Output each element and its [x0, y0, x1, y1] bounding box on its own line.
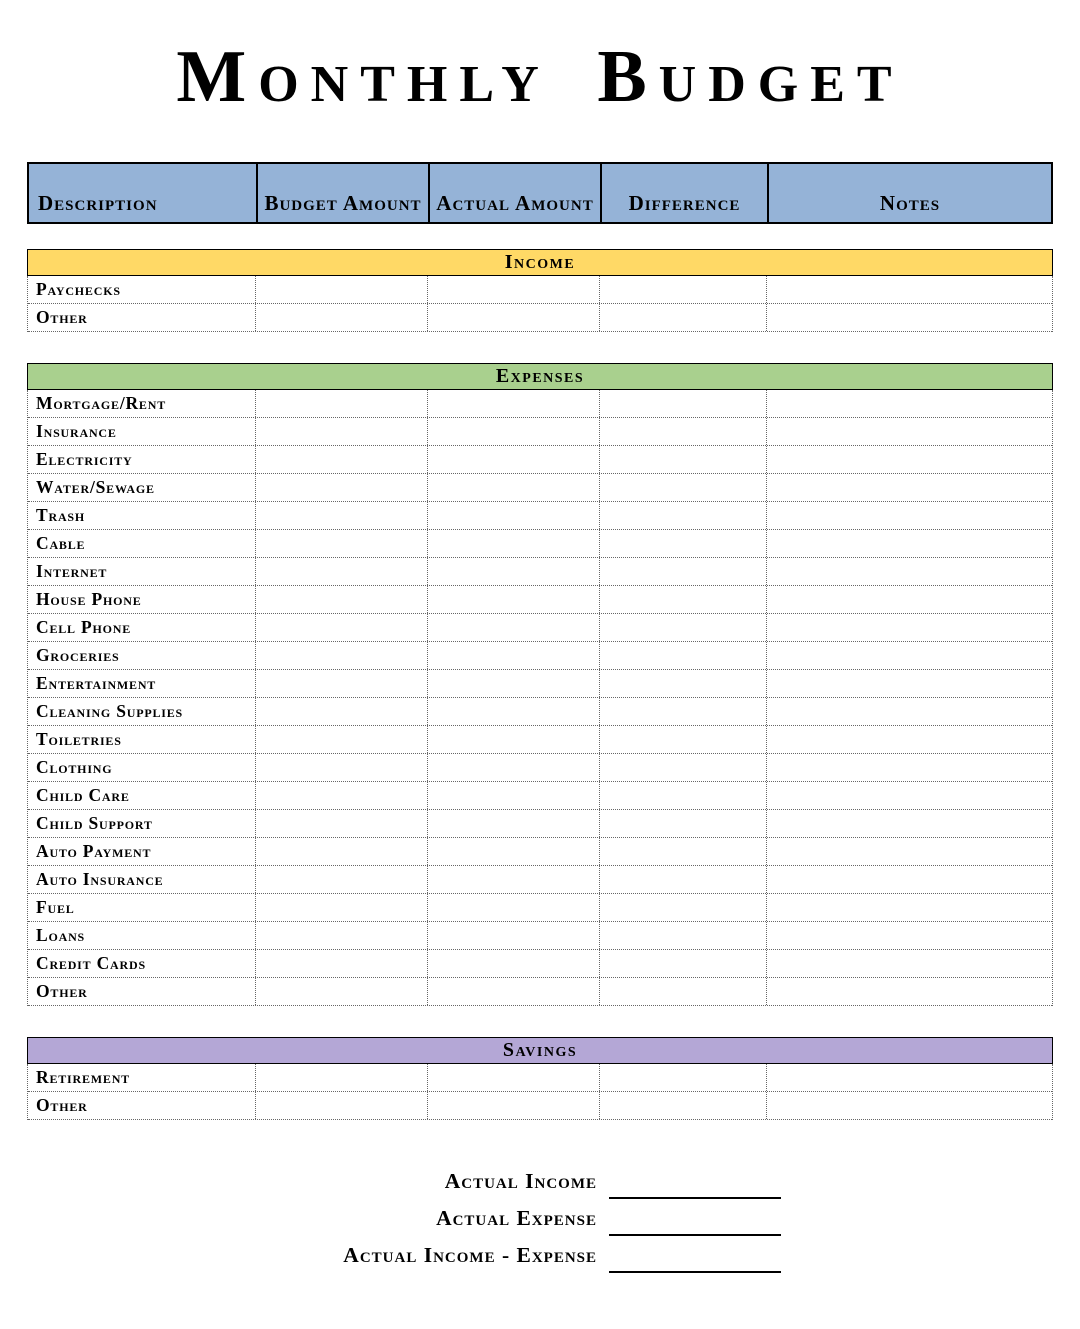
- table-row: [28, 894, 1052, 922]
- table-row: [28, 614, 1052, 642]
- section-rows-income: [27, 276, 1053, 332]
- description-cell: [28, 530, 256, 557]
- difference-cell: [600, 530, 767, 557]
- page-title: Monthly Budget: [176, 36, 904, 118]
- budget-amount-cell: [256, 642, 428, 669]
- notes-cell: [767, 1092, 1052, 1119]
- budget-amount-cell: [256, 866, 428, 893]
- actual-amount-cell: [428, 558, 600, 585]
- budget-amount-cell: [256, 726, 428, 753]
- description-cell: [28, 698, 256, 725]
- header-budget-amount: Budget Amount: [258, 164, 430, 222]
- difference-cell: [600, 922, 767, 949]
- description-cell: [28, 670, 256, 697]
- description-cell: [28, 418, 256, 445]
- budget-amount-cell: [256, 1064, 428, 1091]
- row-label: Fuel: [36, 897, 75, 917]
- notes-cell: [767, 726, 1052, 753]
- notes-cell: [767, 642, 1052, 669]
- difference-cell: [600, 866, 767, 893]
- actual-amount-cell: [428, 978, 600, 1005]
- row-label: Child Support: [36, 813, 153, 833]
- notes-cell: [767, 390, 1052, 417]
- actual-amount-cell: [428, 698, 600, 725]
- table-row: [28, 866, 1052, 894]
- sections-container: [27, 249, 1053, 1120]
- difference-cell: [600, 950, 767, 977]
- summary-label-income-minus-expense: Actual Income - Expense: [343, 1242, 597, 1267]
- budget-amount-cell: [256, 670, 428, 697]
- table-row: [28, 304, 1052, 332]
- budget-amount-cell: [256, 586, 428, 613]
- table-row: [28, 838, 1052, 866]
- actual-amount-cell: [428, 782, 600, 809]
- column-header-row: [27, 162, 1053, 224]
- notes-cell: [767, 754, 1052, 781]
- row-label: Groceries: [36, 645, 120, 665]
- summary: [27, 1162, 1053, 1273]
- difference-cell: [600, 1064, 767, 1091]
- table-row: [28, 950, 1052, 978]
- section-rows-expenses: [27, 390, 1053, 1006]
- difference-cell: [600, 558, 767, 585]
- notes-cell: [767, 894, 1052, 921]
- actual-amount-cell: [428, 754, 600, 781]
- difference-cell: [600, 1092, 767, 1119]
- actual-amount-cell: [428, 726, 600, 753]
- description-cell: [28, 390, 256, 417]
- notes-cell: [767, 304, 1052, 331]
- actual-amount-cell: [428, 530, 600, 557]
- description-cell: [28, 782, 256, 809]
- notes-cell: [767, 810, 1052, 837]
- row-label: Water/Sewage: [36, 477, 155, 497]
- notes-cell: [767, 866, 1052, 893]
- summary-underline-income-minus-expense: [609, 1243, 781, 1273]
- difference-cell: [600, 474, 767, 501]
- section-header-savings: [27, 1037, 1053, 1064]
- budget-amount-cell: [256, 276, 428, 303]
- description-cell: [28, 866, 256, 893]
- header-difference: Difference: [602, 164, 769, 222]
- difference-cell: [600, 754, 767, 781]
- summary-underline-actual-income: [609, 1169, 781, 1199]
- difference-cell: [600, 642, 767, 669]
- table-row: [28, 502, 1052, 530]
- actual-amount-cell: [428, 670, 600, 697]
- table-row: [28, 978, 1052, 1006]
- actual-amount-cell: [428, 418, 600, 445]
- budget-amount-cell: [256, 1092, 428, 1119]
- row-label: Entertainment: [36, 673, 157, 693]
- description-cell: [28, 922, 256, 949]
- section-income: [27, 249, 1053, 332]
- row-label: Trash: [36, 505, 86, 525]
- table-row: [28, 754, 1052, 782]
- table-row: [28, 1092, 1052, 1120]
- table-row: [28, 782, 1052, 810]
- row-label: Other: [36, 981, 88, 1001]
- budget-amount-cell: [256, 838, 428, 865]
- row-label: Internet: [36, 561, 108, 581]
- description-cell: [28, 726, 256, 753]
- budget-amount-cell: [256, 782, 428, 809]
- table-row: [28, 390, 1052, 418]
- notes-cell: [767, 586, 1052, 613]
- description-cell: [28, 1064, 256, 1091]
- budget-amount-cell: [256, 502, 428, 529]
- notes-cell: [767, 978, 1052, 1005]
- notes-cell: [767, 698, 1052, 725]
- actual-amount-cell: [428, 642, 600, 669]
- difference-cell: [600, 276, 767, 303]
- difference-cell: [600, 446, 767, 473]
- actual-amount-cell: [428, 1092, 600, 1119]
- table-row: [28, 586, 1052, 614]
- actual-amount-cell: [428, 276, 600, 303]
- difference-cell: [600, 838, 767, 865]
- description-cell: [28, 558, 256, 585]
- notes-cell: [767, 922, 1052, 949]
- row-label: Cell Phone: [36, 617, 132, 637]
- section-title-expenses: Expenses: [495, 365, 585, 387]
- section-title-savings: Savings: [502, 1039, 578, 1061]
- budget-amount-cell: [256, 304, 428, 331]
- description-cell: [28, 978, 256, 1005]
- notes-cell: [767, 276, 1052, 303]
- row-label: House Phone: [36, 589, 142, 609]
- row-label: Auto Insurance: [36, 869, 164, 889]
- table-row: [28, 558, 1052, 586]
- budget-amount-cell: [256, 978, 428, 1005]
- notes-cell: [767, 446, 1052, 473]
- row-label: Electricity: [36, 449, 133, 469]
- table-row: [28, 446, 1052, 474]
- table-row: [28, 922, 1052, 950]
- table-row: [28, 810, 1052, 838]
- section-rows-savings: [27, 1064, 1053, 1120]
- budget-amount-cell: [256, 614, 428, 641]
- table-row: [28, 670, 1052, 698]
- summary-underline-actual-expense: [609, 1206, 781, 1236]
- summary-label-actual-expense: Actual Expense: [436, 1205, 597, 1230]
- section-title-income: Income: [504, 251, 576, 273]
- table-row: [28, 418, 1052, 446]
- section-header-expenses: [27, 363, 1053, 390]
- budget-amount-cell: [256, 894, 428, 921]
- description-cell: [28, 838, 256, 865]
- description-cell: [28, 304, 256, 331]
- description-cell: [28, 276, 256, 303]
- description-cell: [28, 950, 256, 977]
- difference-cell: [600, 726, 767, 753]
- notes-cell: [767, 1064, 1052, 1091]
- notes-cell: [767, 530, 1052, 557]
- notes-cell: [767, 502, 1052, 529]
- actual-amount-cell: [428, 838, 600, 865]
- description-cell: [28, 754, 256, 781]
- description-cell: [28, 894, 256, 921]
- actual-amount-cell: [428, 922, 600, 949]
- difference-cell: [600, 502, 767, 529]
- row-label: Retirement: [36, 1067, 130, 1087]
- actual-amount-cell: [428, 810, 600, 837]
- notes-cell: [767, 782, 1052, 809]
- actual-amount-cell: [428, 446, 600, 473]
- difference-cell: [600, 614, 767, 641]
- description-cell: [28, 586, 256, 613]
- actual-amount-cell: [428, 866, 600, 893]
- section-header-income: [27, 249, 1053, 276]
- difference-cell: [600, 390, 767, 417]
- table-row: [28, 1064, 1052, 1092]
- row-label: Insurance: [36, 421, 117, 441]
- budget-amount-cell: [256, 698, 428, 725]
- actual-amount-cell: [428, 390, 600, 417]
- actual-amount-cell: [428, 304, 600, 331]
- budget-amount-cell: [256, 558, 428, 585]
- difference-cell: [600, 586, 767, 613]
- budget-amount-cell: [256, 418, 428, 445]
- row-label: Credit Cards: [36, 953, 146, 973]
- actual-amount-cell: [428, 502, 600, 529]
- row-label: Other: [36, 1095, 88, 1115]
- row-label: Auto Payment: [36, 841, 152, 861]
- budget-amount-cell: [256, 474, 428, 501]
- actual-amount-cell: [428, 614, 600, 641]
- table-row: [28, 530, 1052, 558]
- notes-cell: [767, 474, 1052, 501]
- actual-amount-cell: [428, 586, 600, 613]
- summary-row-income-minus-expense: [27, 1236, 1053, 1273]
- difference-cell: [600, 978, 767, 1005]
- difference-cell: [600, 782, 767, 809]
- table-row: [28, 474, 1052, 502]
- difference-cell: [600, 810, 767, 837]
- summary-label-actual-income: Actual Income: [444, 1168, 597, 1193]
- difference-cell: [600, 894, 767, 921]
- notes-cell: [767, 418, 1052, 445]
- summary-row-actual-expense: [27, 1199, 1053, 1236]
- budget-amount-cell: [256, 390, 428, 417]
- actual-amount-cell: [428, 1064, 600, 1091]
- section-expenses: [27, 363, 1053, 1006]
- row-label: Cable: [36, 533, 86, 553]
- section-savings: [27, 1037, 1053, 1120]
- description-cell: [28, 502, 256, 529]
- difference-cell: [600, 418, 767, 445]
- notes-cell: [767, 950, 1052, 977]
- description-cell: [28, 1092, 256, 1119]
- description-cell: [28, 474, 256, 501]
- notes-cell: [767, 614, 1052, 641]
- row-label: Clothing: [36, 757, 113, 777]
- actual-amount-cell: [428, 894, 600, 921]
- row-label: Cleaning Supplies: [36, 701, 184, 721]
- actual-amount-cell: [428, 474, 600, 501]
- row-label: Child Care: [36, 785, 130, 805]
- description-cell: [28, 810, 256, 837]
- description-cell: [28, 614, 256, 641]
- budget-amount-cell: [256, 950, 428, 977]
- row-label: Loans: [36, 925, 86, 945]
- notes-cell: [767, 670, 1052, 697]
- description-cell: [28, 642, 256, 669]
- row-label: Paychecks: [36, 279, 121, 299]
- budget-amount-cell: [256, 530, 428, 557]
- budget-amount-cell: [256, 446, 428, 473]
- description-cell: [28, 446, 256, 473]
- difference-cell: [600, 698, 767, 725]
- header-notes: Notes: [879, 190, 941, 215]
- budget-amount-cell: [256, 922, 428, 949]
- table-row: [28, 276, 1052, 304]
- row-label: Toiletries: [36, 729, 122, 749]
- table-row: [28, 698, 1052, 726]
- notes-cell: [767, 558, 1052, 585]
- header-description: Description: [29, 164, 258, 222]
- difference-cell: [600, 670, 767, 697]
- table-row: [28, 726, 1052, 754]
- actual-amount-cell: [428, 950, 600, 977]
- row-label: Other: [36, 307, 88, 327]
- table-row: [28, 642, 1052, 670]
- notes-cell: [767, 838, 1052, 865]
- budget-amount-cell: [256, 810, 428, 837]
- row-label: Mortgage/Rent: [36, 393, 167, 413]
- summary-row-actual-income: [27, 1162, 1053, 1199]
- budget-amount-cell: [256, 754, 428, 781]
- header-actual-amount: Actual Amount: [430, 164, 602, 222]
- difference-cell: [600, 304, 767, 331]
